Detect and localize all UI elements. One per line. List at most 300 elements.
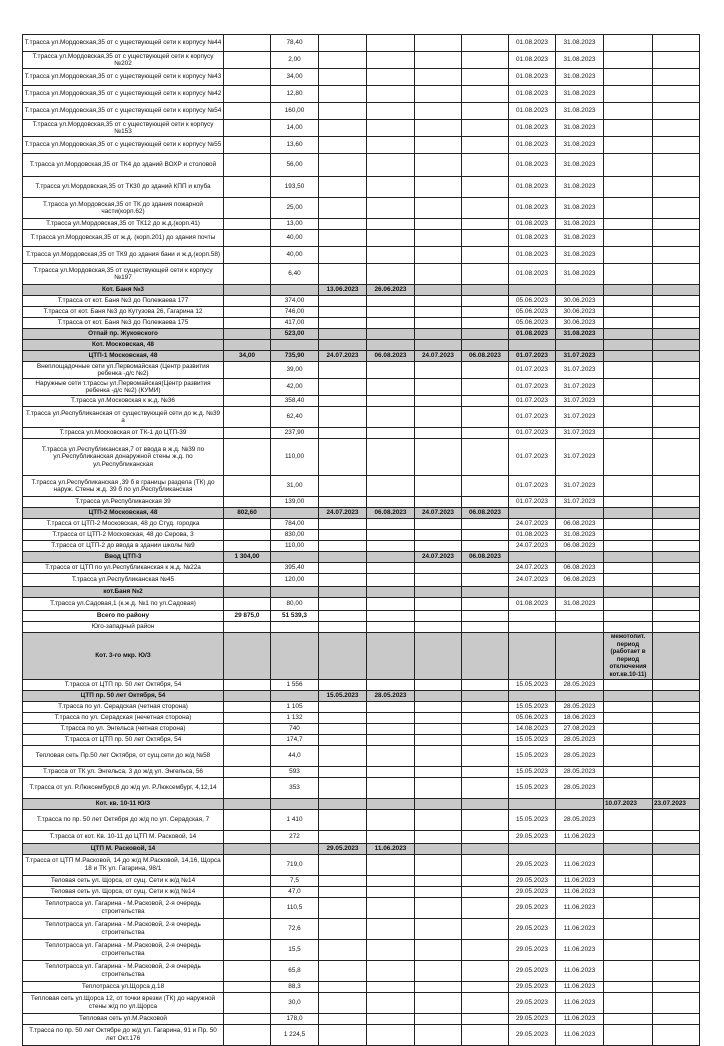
- cell-repair-start: [415, 379, 462, 396]
- cell-length: 40,00: [271, 230, 319, 247]
- cell-object-name: Ввод ЦТП-3: [23, 552, 224, 563]
- cell-shutdown-end: [367, 198, 415, 219]
- cell-test-end: 11.06.2023: [556, 897, 604, 918]
- cell-value-a: [224, 809, 271, 830]
- cell-object-name: Теплотрасса ул. Гагарина - М.Расковой, 2-я очередь строительства: [23, 939, 224, 960]
- cell-test-end: 28.05.2023: [556, 809, 604, 830]
- cell-repair-end: [462, 541, 509, 552]
- cell-repair-start: [415, 219, 462, 230]
- cell-test-end: 28.05.2023: [556, 777, 604, 798]
- cell-shutdown-end: [367, 587, 415, 598]
- cell-shutdown-end: [367, 886, 415, 897]
- cell-repair-start: [415, 897, 462, 918]
- cell-value-a: [224, 103, 271, 120]
- cell-object-name: Т.трасса от кот. Баня №3 до Полежаева 177: [23, 296, 224, 307]
- cell-shutdown-end: 11.06.2023: [367, 843, 415, 854]
- cell-object-name: ЦТП М. Расковой, 14: [23, 843, 224, 854]
- cell-extra-end: [653, 86, 700, 103]
- table-row: [23, 103, 700, 120]
- cell-length: 72,6: [271, 918, 319, 939]
- cell-test-start: [509, 552, 556, 563]
- cell-repair-end: [462, 407, 509, 428]
- cell-value-a: [224, 1024, 271, 1045]
- cell-shutdown-end: [367, 476, 415, 497]
- cell-extra-end: [653, 723, 700, 734]
- cell-test-start: 01.08.2023: [509, 530, 556, 541]
- cell-value-a: [224, 563, 271, 574]
- cell-test-start: 01.08.2023: [509, 230, 556, 247]
- cell-value-a: [224, 734, 271, 745]
- cell-repair-start: [415, 992, 462, 1013]
- cell-shutdown-start: [319, 1024, 367, 1045]
- cell-length: 746,00: [271, 307, 319, 318]
- table-row: [23, 723, 700, 734]
- cell-test-end: 11.06.2023: [556, 875, 604, 886]
- cell-repair-start: [415, 497, 462, 508]
- cell-repair-end: [462, 318, 509, 329]
- cell-object-name: Т.трасса от ЦТП по ул.Республиканская к ж.д. №22а: [23, 563, 224, 574]
- cell-length: 1 105: [271, 701, 319, 712]
- cell-test-end: 11.06.2023: [556, 1024, 604, 1045]
- cell-object-name: Т.трасса ул.Республиканская №45: [23, 574, 224, 587]
- table-row: [23, 264, 700, 285]
- cell-shutdown-start: 15.05.2023: [319, 690, 367, 701]
- cell-repair-start: [415, 734, 462, 745]
- cell-repair-end: [462, 622, 509, 633]
- cell-shutdown-end: [367, 264, 415, 285]
- cell-extra-end: [653, 875, 700, 886]
- table-row: [23, 777, 700, 798]
- cell-value-a: [224, 329, 271, 340]
- cell-extra-end: [653, 137, 700, 154]
- cell-object-name: Т.трасса от ЦТП пр. 50 лет Октября, 54: [23, 734, 224, 745]
- cell-extra-start: [604, 154, 653, 177]
- cell-test-end: 31.08.2023: [556, 120, 604, 137]
- cell-test-end: 31.07.2023: [556, 407, 604, 428]
- cell-repair-start: [415, 701, 462, 712]
- cell-length: 174,7: [271, 734, 319, 745]
- cell-repair-start: [415, 69, 462, 86]
- cell-test-end: 06.08.2023: [556, 519, 604, 530]
- table-row: [23, 939, 700, 960]
- table-row: [23, 766, 700, 777]
- cell-repair-start: [415, 809, 462, 830]
- cell-shutdown-start: 24.07.2023: [319, 351, 367, 362]
- cell-value-a: [224, 701, 271, 712]
- cell-repair-start: 24.07.2023: [415, 351, 462, 362]
- cell-repair-end: [462, 712, 509, 723]
- cell-test-start: 24.07.2023: [509, 541, 556, 552]
- schedule-table-body: [23, 35, 700, 1046]
- cell-repair-end: [462, 439, 509, 476]
- cell-repair-end: [462, 563, 509, 574]
- cell-extra-end: [653, 611, 700, 622]
- cell-test-end: 11.06.2023: [556, 830, 604, 843]
- cell-shutdown-start: [319, 981, 367, 992]
- cell-repair-start: [415, 939, 462, 960]
- cell-extra-start: [604, 563, 653, 574]
- table-row: [23, 552, 700, 563]
- cell-extra-start: [604, 103, 653, 120]
- table-row: [23, 886, 700, 897]
- cell-shutdown-start: [319, 574, 367, 587]
- cell-test-end: 11.06.2023: [556, 992, 604, 1013]
- table-row: [23, 611, 700, 622]
- cell-shutdown-start: [319, 476, 367, 497]
- cell-extra-end: [653, 552, 700, 563]
- cell-repair-end: [462, 939, 509, 960]
- cell-repair-end: [462, 777, 509, 798]
- cell-repair-end: [462, 35, 509, 52]
- schedule-table: [22, 34, 700, 1046]
- cell-length: 272: [271, 830, 319, 843]
- cell-test-start: 01.07.2023: [509, 476, 556, 497]
- cell-value-a: [224, 598, 271, 611]
- cell-shutdown-end: [367, 633, 415, 680]
- cell-value-a: [224, 875, 271, 886]
- cell-test-start: 01.07.2023: [509, 362, 556, 379]
- cell-extra-start: [604, 407, 653, 428]
- cell-extra-start: [604, 219, 653, 230]
- cell-object-name: Т.трасса ул.Мордовская,35 от с уществующей сети к корпусу №54: [23, 103, 224, 120]
- cell-extra-start: [604, 428, 653, 439]
- cell-test-end: 31.07.2023: [556, 428, 604, 439]
- cell-test-end: 31.07.2023: [556, 497, 604, 508]
- table-row: [23, 981, 700, 992]
- cell-test-end: 31.08.2023: [556, 52, 604, 69]
- cell-test-start: [509, 508, 556, 519]
- cell-repair-start: [415, 340, 462, 351]
- cell-test-end: [556, 587, 604, 598]
- table-row: [23, 219, 700, 230]
- cell-repair-end: [462, 476, 509, 497]
- cell-repair-end: [462, 247, 509, 264]
- cell-object-name: Т.трасса ул.Мордовская,35 от с уществующей сети к корпусу №42: [23, 86, 224, 103]
- cell-extra-start: [604, 351, 653, 362]
- cell-length: 417,00: [271, 318, 319, 329]
- cell-extra-start: [604, 1013, 653, 1024]
- cell-extra-end: [653, 154, 700, 177]
- cell-test-start: 01.08.2023: [509, 86, 556, 103]
- cell-repair-start: [415, 777, 462, 798]
- cell-value-a: [224, 712, 271, 723]
- cell-length: 110,00: [271, 439, 319, 476]
- cell-shutdown-end: [367, 497, 415, 508]
- cell-value-a: [224, 886, 271, 897]
- cell-length: 358,40: [271, 396, 319, 407]
- cell-shutdown-end: [367, 766, 415, 777]
- cell-repair-end: [462, 340, 509, 351]
- cell-length: 44,0: [271, 745, 319, 766]
- cell-value-a: [224, 120, 271, 137]
- cell-test-end: 31.08.2023: [556, 137, 604, 154]
- cell-test-end: [556, 798, 604, 809]
- cell-repair-start: [415, 690, 462, 701]
- cell-shutdown-end: [367, 329, 415, 340]
- cell-object-name: Кот. 3-го мкр. Ю/З: [23, 633, 224, 680]
- cell-shutdown-end: [367, 981, 415, 992]
- cell-test-end: 31.08.2023: [556, 198, 604, 219]
- cell-test-end: 31.08.2023: [556, 177, 604, 198]
- cell-shutdown-end: [367, 809, 415, 830]
- cell-extra-end: [653, 690, 700, 701]
- cell-repair-start: [415, 981, 462, 992]
- table-row: [23, 351, 700, 362]
- table-row: [23, 587, 700, 598]
- cell-extra-start: [604, 318, 653, 329]
- cell-extra-start: [604, 897, 653, 918]
- cell-repair-end: 06.08.2023: [462, 552, 509, 563]
- cell-repair-start: [415, 563, 462, 574]
- cell-value-a: [224, 541, 271, 552]
- cell-shutdown-start: [319, 777, 367, 798]
- cell-shutdown-end: [367, 712, 415, 723]
- cell-repair-start: [415, 396, 462, 407]
- cell-test-start: 01.07.2023: [509, 497, 556, 508]
- cell-extra-start: [604, 340, 653, 351]
- cell-repair-start: [415, 830, 462, 843]
- cell-test-start: [509, 622, 556, 633]
- cell-value-a: [224, 830, 271, 843]
- cell-test-start: 01.08.2023: [509, 154, 556, 177]
- cell-shutdown-end: [367, 830, 415, 843]
- cell-length: 14,00: [271, 120, 319, 137]
- cell-shutdown-start: [319, 723, 367, 734]
- cell-repair-end: [462, 519, 509, 530]
- cell-test-start: 01.08.2023: [509, 264, 556, 285]
- table-row: [23, 712, 700, 723]
- cell-repair-end: [462, 690, 509, 701]
- cell-extra-end: [653, 541, 700, 552]
- cell-extra-end: [653, 407, 700, 428]
- cell-extra-end: [653, 198, 700, 219]
- cell-shutdown-start: [319, 137, 367, 154]
- cell-repair-end: [462, 329, 509, 340]
- cell-length: 34,00: [271, 69, 319, 86]
- cell-shutdown-end: [367, 734, 415, 745]
- cell-test-end: 18.06.2023: [556, 712, 604, 723]
- table-row: [23, 198, 700, 219]
- cell-object-name: Юго-западный район: [23, 622, 224, 633]
- cell-shutdown-end: [367, 598, 415, 611]
- cell-extra-end: [653, 939, 700, 960]
- cell-test-start: 29.05.2023: [509, 854, 556, 875]
- cell-value-a: [224, 530, 271, 541]
- cell-repair-end: [462, 285, 509, 296]
- cell-repair-end: [462, 992, 509, 1013]
- cell-extra-end: [653, 264, 700, 285]
- table-row: [23, 530, 700, 541]
- cell-test-end: 30.06.2023: [556, 307, 604, 318]
- cell-shutdown-end: 26.06.2023: [367, 285, 415, 296]
- cell-test-end: 31.08.2023: [556, 247, 604, 264]
- cell-test-end: [556, 508, 604, 519]
- cell-shutdown-end: [367, 519, 415, 530]
- cell-object-name: Т.трасса ул.Мордовская,35 от с уществующей сети к корпусу №44: [23, 35, 224, 52]
- cell-length: 47,0: [271, 886, 319, 897]
- cell-extra-start: [604, 701, 653, 712]
- cell-extra-end: [653, 428, 700, 439]
- cell-extra-start: [604, 960, 653, 981]
- cell-extra-end: [653, 679, 700, 690]
- cell-extra-start: [604, 362, 653, 379]
- cell-shutdown-start: [319, 734, 367, 745]
- cell-value-a: [224, 219, 271, 230]
- cell-repair-end: [462, 598, 509, 611]
- table-row: [23, 230, 700, 247]
- cell-shutdown-start: [319, 552, 367, 563]
- cell-shutdown-start: [319, 86, 367, 103]
- cell-extra-end: [653, 379, 700, 396]
- cell-length: 51 539,3: [271, 611, 319, 622]
- cell-test-end: 31.08.2023: [556, 598, 604, 611]
- cell-test-start: 15.05.2023: [509, 809, 556, 830]
- cell-test-end: [556, 622, 604, 633]
- cell-object-name: Т.трасса ул.Садовая,1 (к.ж.д. №1 по ул.Садовая): [23, 598, 224, 611]
- cell-test-start: 15.05.2023: [509, 701, 556, 712]
- cell-object-name: Т.трасса ул.Московская от ТК-1 до ЦТП-39: [23, 428, 224, 439]
- cell-value-a: [224, 362, 271, 379]
- cell-shutdown-start: 29.05.2023: [319, 843, 367, 854]
- cell-object-name: Т.трасса ул.Мордовская,35 от ТК9 до здания бани и ж.д.(корп.58): [23, 247, 224, 264]
- cell-value-a: [224, 439, 271, 476]
- cell-length: 6,40: [271, 264, 319, 285]
- cell-test-start: 24.07.2023: [509, 563, 556, 574]
- cell-object-name: Т.трасса от ЦТП-2 до ввода в здании школы №9: [23, 541, 224, 552]
- cell-test-end: 31.08.2023: [556, 86, 604, 103]
- table-row: [23, 734, 700, 745]
- cell-shutdown-end: [367, 137, 415, 154]
- cell-object-name: Т.трасса ул.Мордовская,35 от с уществующей сети к корпусу №55: [23, 137, 224, 154]
- cell-extra-end: [653, 497, 700, 508]
- cell-extra-start: [604, 745, 653, 766]
- cell-test-end: [556, 690, 604, 701]
- table-row: [23, 247, 700, 264]
- cell-object-name: Т.трасса ул.Мордовская,35 от ТК12 до ж.д.(корп.41): [23, 219, 224, 230]
- cell-length: 593: [271, 766, 319, 777]
- cell-extra-end: [653, 120, 700, 137]
- cell-repair-end: [462, 875, 509, 886]
- cell-object-name: Т.трасса от ЦТП-2 Московская, 48 до Студ. городка: [23, 519, 224, 530]
- cell-repair-start: 24.07.2023: [415, 552, 462, 563]
- cell-test-start: 24.07.2023: [509, 519, 556, 530]
- cell-test-start: 14.08.2023: [509, 723, 556, 734]
- cell-repair-start: [415, 329, 462, 340]
- cell-repair-end: [462, 960, 509, 981]
- cell-object-name: Т.трасса ул.Республиканская от существующей сети до ж.д. №39 а: [23, 407, 224, 428]
- cell-test-start: 01.07.2023: [509, 379, 556, 396]
- cell-extra-end: 23.07.2023: [653, 798, 700, 809]
- cell-object-name: Т.трасса ул.Республиканская ,39 б в границы раздела (ТК) до наруж. Стены ж.д. 39 б по ул.Республиканская: [23, 476, 224, 497]
- table-row: [23, 1024, 700, 1045]
- cell-repair-start: [415, 679, 462, 690]
- cell-value-a: [224, 723, 271, 734]
- cell-test-end: 31.08.2023: [556, 230, 604, 247]
- cell-shutdown-start: [319, 918, 367, 939]
- cell-value-a: [224, 497, 271, 508]
- cell-test-end: 31.08.2023: [556, 530, 604, 541]
- cell-repair-start: [415, 52, 462, 69]
- cell-repair-end: [462, 296, 509, 307]
- cell-value-a: [224, 177, 271, 198]
- cell-shutdown-start: [319, 198, 367, 219]
- cell-shutdown-start: [319, 230, 367, 247]
- cell-test-start: 01.08.2023: [509, 598, 556, 611]
- cell-extra-start: [604, 1024, 653, 1045]
- cell-repair-start: [415, 86, 462, 103]
- cell-test-end: 31.07.2023: [556, 379, 604, 396]
- cell-extra-start: [604, 177, 653, 198]
- cell-shutdown-start: [319, 712, 367, 723]
- cell-object-name: Т.трасса ул.Мордовская,35 от с уществующей сети к корпусу №43: [23, 69, 224, 86]
- cell-length: [271, 285, 319, 296]
- cell-test-end: 11.06.2023: [556, 981, 604, 992]
- cell-shutdown-start: [319, 307, 367, 318]
- cell-repair-start: [415, 264, 462, 285]
- cell-object-name: Т.трасса по ул. Серадская (четная сторона): [23, 701, 224, 712]
- cell-repair-start: [415, 428, 462, 439]
- cell-object-name: Т.трасса ул.Мордовская,35 от ТК4 до зданий ВОХР и столовой: [23, 154, 224, 177]
- table-row: [23, 428, 700, 439]
- cell-length: 25,00: [271, 198, 319, 219]
- cell-extra-end: [653, 745, 700, 766]
- table-row: [23, 918, 700, 939]
- cell-value-a: [224, 854, 271, 875]
- cell-test-end: 31.08.2023: [556, 35, 604, 52]
- cell-test-end: 31.07.2023: [556, 362, 604, 379]
- cell-shutdown-start: [319, 745, 367, 766]
- cell-test-start: 01.08.2023: [509, 103, 556, 120]
- cell-test-end: [556, 285, 604, 296]
- cell-shutdown-start: [319, 679, 367, 690]
- cell-shutdown-end: [367, 219, 415, 230]
- cell-shutdown-start: [319, 563, 367, 574]
- cell-test-start: [509, 340, 556, 351]
- cell-extra-end: [653, 734, 700, 745]
- table-row: [23, 439, 700, 476]
- cell-extra-start: [604, 439, 653, 476]
- cell-object-name: Внеплощадочные сети ул.Первомайская (Центр развития ребенка -д/с №2): [23, 362, 224, 379]
- cell-extra-start: [604, 587, 653, 598]
- cell-shutdown-start: [319, 854, 367, 875]
- cell-length: [271, 622, 319, 633]
- cell-test-start: 01.08.2023: [509, 35, 556, 52]
- cell-repair-start: [415, 918, 462, 939]
- cell-length: [271, 587, 319, 598]
- cell-shutdown-start: [319, 219, 367, 230]
- cell-shutdown-start: [319, 264, 367, 285]
- cell-shutdown-start: [319, 622, 367, 633]
- cell-shutdown-end: [367, 875, 415, 886]
- cell-shutdown-end: [367, 52, 415, 69]
- cell-test-end: 06.08.2023: [556, 541, 604, 552]
- cell-shutdown-start: [319, 329, 367, 340]
- cell-extra-start: [604, 497, 653, 508]
- cell-test-start: [509, 633, 556, 680]
- cell-value-a: [224, 407, 271, 428]
- cell-value-a: [224, 154, 271, 177]
- cell-repair-start: [415, 541, 462, 552]
- cell-length: 139,00: [271, 497, 319, 508]
- cell-object-name: Т.трасса ул.Республиканская 39: [23, 497, 224, 508]
- cell-extra-start: [604, 35, 653, 52]
- cell-length: 13,00: [271, 219, 319, 230]
- cell-repair-start: [415, 439, 462, 476]
- cell-length: 62,40: [271, 407, 319, 428]
- table-row: [23, 396, 700, 407]
- cell-extra-end: [653, 563, 700, 574]
- cell-extra-end: [653, 508, 700, 519]
